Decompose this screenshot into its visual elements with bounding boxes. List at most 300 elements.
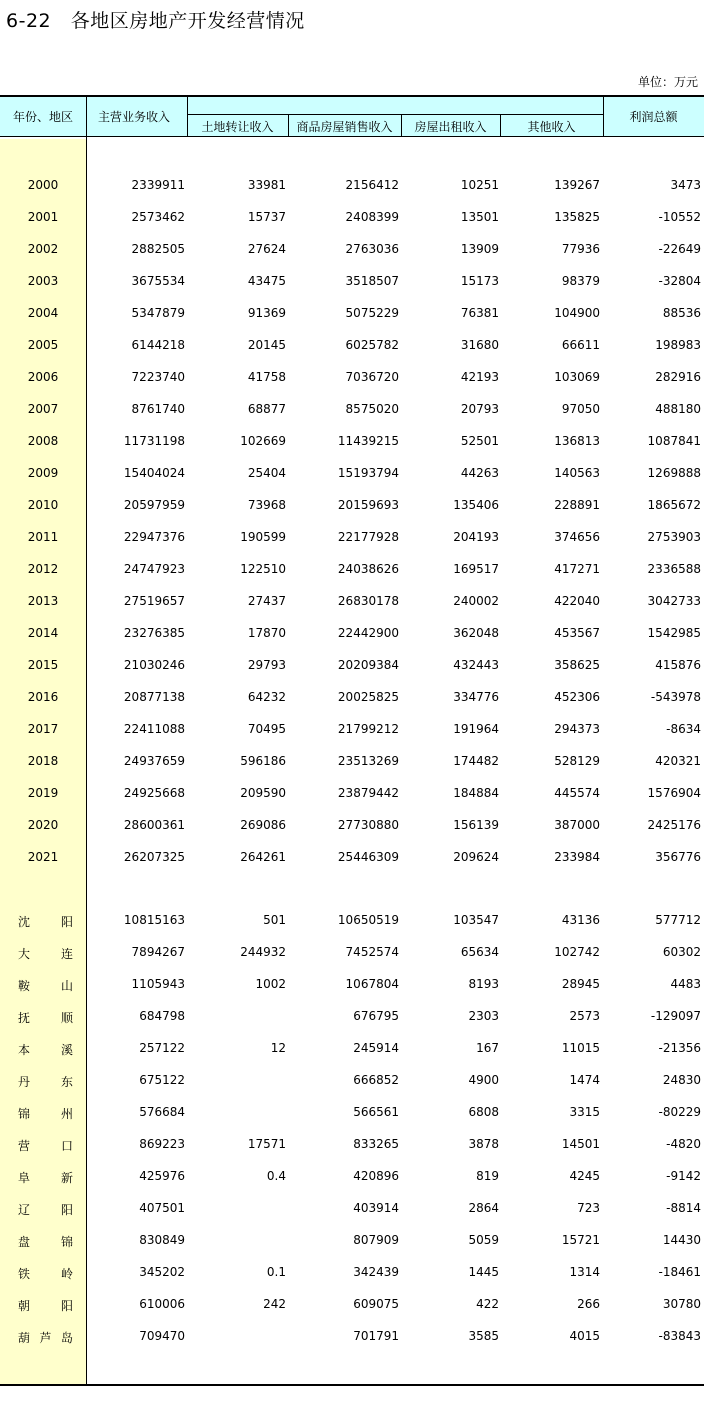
cell-region: 2007 xyxy=(27,402,59,416)
cell-commodity-sales: 7036720 xyxy=(345,370,399,384)
cell-region: 2009 xyxy=(27,466,59,480)
cell-main-revenue: 7894267 xyxy=(131,945,185,959)
cell-other: 98379 xyxy=(561,274,600,288)
cell-rental: 2303 xyxy=(468,1009,499,1023)
cell-other: 136813 xyxy=(554,434,600,448)
cell-commodity-sales: 24038626 xyxy=(337,562,399,576)
cell-main-revenue: 869223 xyxy=(139,1137,185,1151)
cell-profit: -80229 xyxy=(658,1105,701,1119)
region-char: 州 xyxy=(60,1107,73,1121)
region-char: 营 xyxy=(18,1139,31,1153)
cell-land-transfer: 264261 xyxy=(240,850,286,864)
cell-rental: 13501 xyxy=(460,210,499,224)
cell-rental: 422 xyxy=(476,1297,499,1311)
region-char: 抚 xyxy=(18,1011,31,1025)
cell-commodity-sales: 10650519 xyxy=(337,913,399,927)
header-land-transfer: 土地转让收入 xyxy=(201,120,274,134)
cell-commodity-sales: 20159693 xyxy=(337,498,399,512)
cell-profit: 356776 xyxy=(655,850,701,864)
cell-land-transfer: 25404 xyxy=(247,466,286,480)
cell-region: 2019 xyxy=(27,786,59,800)
cell-land-transfer: 596186 xyxy=(240,754,286,768)
cell-land-transfer: 0.4 xyxy=(266,1169,286,1183)
cell-rental: 191964 xyxy=(453,722,499,736)
cell-commodity-sales: 8575020 xyxy=(345,402,399,416)
cell-main-revenue: 8761740 xyxy=(131,402,185,416)
cell-commodity-sales: 6025782 xyxy=(345,338,399,352)
cell-commodity-sales: 701791 xyxy=(353,1329,399,1343)
cell-rental: 44263 xyxy=(460,466,499,480)
table-row xyxy=(0,850,704,868)
cell-other: 1474 xyxy=(569,1073,600,1087)
cell-land-transfer: 501 xyxy=(263,913,286,927)
cell-main-revenue: 407501 xyxy=(139,1201,185,1215)
cell-rental: 65634 xyxy=(460,945,499,959)
header-rental: 房屋出租收入 xyxy=(414,120,487,134)
table-row xyxy=(0,466,704,484)
header-other: 其他收入 xyxy=(527,120,576,134)
cell-rental: 209624 xyxy=(453,850,499,864)
header-main-revenue: 主营业务收入 xyxy=(98,110,171,124)
cell-land-transfer: 1002 xyxy=(255,977,286,991)
cell-region xyxy=(0,1105,86,1122)
cell-other: 417271 xyxy=(554,562,600,576)
cell-main-revenue: 684798 xyxy=(139,1009,185,1023)
cell-land-transfer: 269086 xyxy=(240,818,286,832)
cell-main-revenue: 2339911 xyxy=(131,178,185,192)
cell-other: 528129 xyxy=(554,754,600,768)
cell-commodity-sales: 5075229 xyxy=(345,306,399,320)
cell-profit: 420321 xyxy=(655,754,701,768)
cell-land-transfer: 0.1 xyxy=(266,1265,286,1279)
cell-commodity-sales: 21799212 xyxy=(337,722,399,736)
cell-other: 294373 xyxy=(554,722,600,736)
cell-commodity-sales: 26830178 xyxy=(337,594,399,608)
cell-land-transfer: 29793 xyxy=(247,658,286,672)
cell-rental: 103547 xyxy=(453,913,499,927)
cell-commodity-sales: 609075 xyxy=(353,1297,399,1311)
cell-commodity-sales: 3518507 xyxy=(345,274,399,288)
table-row xyxy=(0,1201,704,1219)
region-char: 顺 xyxy=(60,1011,73,1025)
cell-land-transfer: 244932 xyxy=(240,945,286,959)
cell-region: 2017 xyxy=(27,722,59,736)
cell-land-transfer: 91369 xyxy=(247,306,286,320)
cell-rental: 156139 xyxy=(453,818,499,832)
cell-main-revenue: 20877138 xyxy=(123,690,185,704)
cell-land-transfer: 190599 xyxy=(240,530,286,544)
region-char: 阳 xyxy=(60,1203,73,1217)
cell-main-revenue: 20597959 xyxy=(123,498,185,512)
cell-profit: -129097 xyxy=(650,1009,701,1023)
region-char: 朝 xyxy=(18,1299,31,1313)
table-bottom-rule xyxy=(0,1384,704,1386)
cell-profit: 3473 xyxy=(670,178,701,192)
cell-profit: 3042733 xyxy=(647,594,701,608)
cell-land-transfer: 20145 xyxy=(247,338,286,352)
cell-region: 2005 xyxy=(27,338,59,352)
cell-land-transfer: 64232 xyxy=(247,690,286,704)
cell-land-transfer: 27437 xyxy=(247,594,286,608)
region-char: 山 xyxy=(60,979,73,993)
cell-rental: 15173 xyxy=(460,274,499,288)
region-char: 盘 xyxy=(18,1235,31,1249)
cell-other: 4245 xyxy=(569,1169,600,1183)
region-char: 岭 xyxy=(60,1267,73,1281)
cell-main-revenue: 2573462 xyxy=(131,210,185,224)
cell-region xyxy=(0,1201,86,1218)
table-row xyxy=(0,1265,704,1283)
cell-profit: 1087841 xyxy=(647,434,701,448)
table-row xyxy=(0,242,704,260)
cell-region: 2003 xyxy=(27,274,59,288)
cell-other: 28945 xyxy=(561,977,600,991)
cell-main-revenue: 425976 xyxy=(139,1169,185,1183)
cell-other: 723 xyxy=(577,1201,600,1215)
table-row xyxy=(0,945,704,963)
cell-other: 452306 xyxy=(554,690,600,704)
cell-profit: -22649 xyxy=(658,242,701,256)
cell-profit: -543978 xyxy=(650,690,701,704)
cell-profit: 282916 xyxy=(655,370,701,384)
cell-commodity-sales: 566561 xyxy=(353,1105,399,1119)
cell-main-revenue: 28600361 xyxy=(123,818,185,832)
table-row xyxy=(0,434,704,452)
table-row xyxy=(0,594,704,612)
table-row xyxy=(0,1105,704,1123)
cell-commodity-sales: 20025825 xyxy=(337,690,399,704)
cell-main-revenue: 6144218 xyxy=(131,338,185,352)
cell-land-transfer: 73968 xyxy=(247,498,286,512)
header-profit: 利润总额 xyxy=(629,110,678,124)
table-row xyxy=(0,402,704,420)
cell-main-revenue: 2882505 xyxy=(131,242,185,256)
cell-profit: -8634 xyxy=(666,722,701,736)
cell-profit: 415876 xyxy=(655,658,701,672)
table-row xyxy=(0,306,704,324)
table-row xyxy=(0,178,704,196)
cell-commodity-sales: 2156412 xyxy=(345,178,399,192)
cell-rental: 3585 xyxy=(468,1329,499,1343)
cell-other: 453567 xyxy=(554,626,600,640)
cell-region: 2014 xyxy=(27,626,59,640)
region-char: 口 xyxy=(60,1139,73,1153)
cell-other: 140563 xyxy=(554,466,600,480)
cell-commodity-sales: 245914 xyxy=(353,1041,399,1055)
table-row xyxy=(0,977,704,995)
cell-region: 2011 xyxy=(27,530,59,544)
cell-rental: 5059 xyxy=(468,1233,499,1247)
cell-other: 358625 xyxy=(554,658,600,672)
table-row xyxy=(0,274,704,292)
cell-other: 77936 xyxy=(561,242,600,256)
page-title: 6-22 各地区房地产开发经营情况 xyxy=(6,10,305,32)
region-char: 沈 xyxy=(18,915,31,929)
cell-profit: -32804 xyxy=(658,274,701,288)
cell-other: 135825 xyxy=(554,210,600,224)
cell-other: 228891 xyxy=(554,498,600,512)
cell-region xyxy=(0,1169,86,1186)
cell-region xyxy=(0,1265,86,1282)
cell-profit: -18461 xyxy=(658,1265,701,1279)
table-row xyxy=(0,818,704,836)
cell-region: 2004 xyxy=(27,306,59,320)
cell-main-revenue: 23276385 xyxy=(123,626,185,640)
cell-main-revenue: 5347879 xyxy=(131,306,185,320)
cell-main-revenue: 7223740 xyxy=(131,370,185,384)
cell-profit: -4820 xyxy=(666,1137,701,1151)
cell-region xyxy=(0,945,86,962)
header-bottom-rule xyxy=(0,136,704,137)
table-row xyxy=(0,1169,704,1187)
cell-commodity-sales: 15193794 xyxy=(337,466,399,480)
cell-profit: -10552 xyxy=(658,210,701,224)
cell-region: 2010 xyxy=(27,498,59,512)
subheader-rule xyxy=(187,114,603,115)
cell-rental: 334776 xyxy=(453,690,499,704)
cell-other: 14501 xyxy=(561,1137,600,1151)
cell-main-revenue: 24937659 xyxy=(123,754,185,768)
cell-profit: 198983 xyxy=(655,338,701,352)
cell-other: 387000 xyxy=(554,818,600,832)
region-char: 鞍 xyxy=(18,979,31,993)
unit-label: 单位：万元 xyxy=(637,75,698,89)
cell-region xyxy=(0,1073,86,1090)
cell-region: 2006 xyxy=(27,370,59,384)
cell-rental: 169517 xyxy=(453,562,499,576)
region-char: 铁 xyxy=(18,1267,31,1281)
cell-profit: 60302 xyxy=(662,945,701,959)
table-row xyxy=(0,626,704,644)
cell-other: 233984 xyxy=(554,850,600,864)
cell-commodity-sales: 20209384 xyxy=(337,658,399,672)
cell-region xyxy=(0,1009,86,1026)
cell-region: 2018 xyxy=(27,754,59,768)
cell-rental: 8193 xyxy=(468,977,499,991)
cell-rental: 1445 xyxy=(468,1265,499,1279)
cell-rental: 174482 xyxy=(453,754,499,768)
cell-region: 2008 xyxy=(27,434,59,448)
cell-land-transfer: 70495 xyxy=(247,722,286,736)
cell-main-revenue: 610006 xyxy=(139,1297,185,1311)
cell-commodity-sales: 11439215 xyxy=(337,434,399,448)
table-row xyxy=(0,690,704,708)
cell-other: 374656 xyxy=(554,530,600,544)
region-char: 溪 xyxy=(60,1043,73,1057)
table-row xyxy=(0,913,704,931)
cell-profit: -9142 xyxy=(666,1169,701,1183)
header-region: 年份、地区 xyxy=(12,110,73,124)
cell-rental: 3878 xyxy=(468,1137,499,1151)
cell-other: 1314 xyxy=(569,1265,600,1279)
cell-region xyxy=(0,1297,86,1314)
cell-region: 2020 xyxy=(27,818,59,832)
cell-profit: 14430 xyxy=(662,1233,701,1247)
cell-main-revenue: 22947376 xyxy=(123,530,185,544)
cell-commodity-sales: 25446309 xyxy=(337,850,399,864)
cell-rental: 4900 xyxy=(468,1073,499,1087)
cell-commodity-sales: 1067804 xyxy=(345,977,399,991)
cell-region xyxy=(0,1233,86,1250)
cell-other: 66611 xyxy=(561,338,600,352)
table-row xyxy=(0,1073,704,1091)
cell-commodity-sales: 22442900 xyxy=(337,626,399,640)
table-row xyxy=(0,754,704,772)
cell-profit: 577712 xyxy=(655,913,701,927)
table-row xyxy=(0,1009,704,1027)
region-char: 阳 xyxy=(60,915,73,929)
cell-rental: 240002 xyxy=(453,594,499,608)
cell-other: 4015 xyxy=(569,1329,600,1343)
region-char: 岛 xyxy=(60,1331,73,1345)
table-row xyxy=(0,1137,704,1155)
cell-rental: 20793 xyxy=(460,402,499,416)
cell-commodity-sales: 23513269 xyxy=(337,754,399,768)
region-char: 新 xyxy=(60,1171,73,1185)
cell-rental: 10251 xyxy=(460,178,499,192)
cell-region xyxy=(0,977,86,994)
cell-main-revenue: 24925668 xyxy=(123,786,185,800)
region-char: 阜 xyxy=(18,1171,31,1185)
cell-commodity-sales: 2763036 xyxy=(345,242,399,256)
region-char: 锦 xyxy=(18,1107,31,1121)
cell-profit: 24830 xyxy=(662,1073,701,1087)
table-row xyxy=(0,658,704,676)
cell-land-transfer: 33981 xyxy=(247,178,286,192)
table-row xyxy=(0,1297,704,1315)
cell-land-transfer: 242 xyxy=(263,1297,286,1311)
cell-commodity-sales: 420896 xyxy=(353,1169,399,1183)
cell-land-transfer: 17571 xyxy=(247,1137,286,1151)
cell-rental: 42193 xyxy=(460,370,499,384)
cell-commodity-sales: 807909 xyxy=(353,1233,399,1247)
table-row xyxy=(0,210,704,228)
region-char: 芦 xyxy=(39,1331,52,1345)
cell-profit: 1865672 xyxy=(647,498,701,512)
region-char: 大 xyxy=(18,947,31,961)
cell-land-transfer: 209590 xyxy=(240,786,286,800)
cell-other: 15721 xyxy=(561,1233,600,1247)
cell-land-transfer: 27624 xyxy=(247,242,286,256)
cell-main-revenue: 345202 xyxy=(139,1265,185,1279)
cell-profit: 1542985 xyxy=(647,626,701,640)
table-row xyxy=(0,498,704,516)
cell-rental: 819 xyxy=(476,1169,499,1183)
cell-profit: 30780 xyxy=(662,1297,701,1311)
cell-other: 266 xyxy=(577,1297,600,1311)
table-row xyxy=(0,370,704,388)
cell-rental: 204193 xyxy=(453,530,499,544)
cell-profit: 488180 xyxy=(655,402,701,416)
cell-region: 2002 xyxy=(27,242,59,256)
cell-other: 104900 xyxy=(554,306,600,320)
cell-commodity-sales: 2408399 xyxy=(345,210,399,224)
region-char: 阳 xyxy=(60,1299,73,1313)
cell-rental: 76381 xyxy=(460,306,499,320)
cell-profit: -8814 xyxy=(666,1201,701,1215)
cell-other: 43136 xyxy=(561,913,600,927)
table-row xyxy=(0,562,704,580)
cell-commodity-sales: 7452574 xyxy=(345,945,399,959)
cell-land-transfer: 43475 xyxy=(247,274,286,288)
cell-commodity-sales: 22177928 xyxy=(337,530,399,544)
region-char: 辽 xyxy=(18,1203,31,1217)
region-char: 锦 xyxy=(60,1235,73,1249)
cell-main-revenue: 26207325 xyxy=(123,850,185,864)
region-char: 丹 xyxy=(18,1075,31,1089)
cell-other: 97050 xyxy=(561,402,600,416)
cell-region: 2000 xyxy=(27,178,59,192)
cell-other: 2573 xyxy=(569,1009,600,1023)
cell-other: 103069 xyxy=(554,370,600,384)
cell-land-transfer: 68877 xyxy=(247,402,286,416)
cell-region xyxy=(0,1137,86,1154)
header-top-rule xyxy=(0,95,704,97)
cell-region: 2012 xyxy=(27,562,59,576)
cell-commodity-sales: 403914 xyxy=(353,1201,399,1215)
cell-main-revenue: 15404024 xyxy=(123,466,185,480)
header-commodity-sales: 商品房屋销售收入 xyxy=(296,120,393,134)
cell-land-transfer: 41758 xyxy=(247,370,286,384)
cell-profit: 2753903 xyxy=(647,530,701,544)
table-row xyxy=(0,786,704,804)
cell-main-revenue: 257122 xyxy=(139,1041,185,1055)
table-row xyxy=(0,722,704,740)
cell-other: 139267 xyxy=(554,178,600,192)
cell-profit: 2425176 xyxy=(647,818,701,832)
table-row xyxy=(0,1041,704,1059)
cell-rental: 52501 xyxy=(460,434,499,448)
cell-land-transfer: 12 xyxy=(270,1041,286,1055)
cell-main-revenue: 3675534 xyxy=(131,274,185,288)
cell-commodity-sales: 342439 xyxy=(353,1265,399,1279)
cell-main-revenue: 11731198 xyxy=(123,434,185,448)
cell-other: 445574 xyxy=(554,786,600,800)
cell-rental: 135406 xyxy=(453,498,499,512)
region-char: 葫 xyxy=(18,1331,31,1345)
cell-other: 3315 xyxy=(569,1105,600,1119)
cell-rental: 184884 xyxy=(453,786,499,800)
cell-region xyxy=(0,1041,86,1058)
cell-rental: 6808 xyxy=(468,1105,499,1119)
cell-land-transfer: 122510 xyxy=(240,562,286,576)
cell-region xyxy=(0,913,86,930)
table-row xyxy=(0,530,704,548)
cell-other: 422040 xyxy=(554,594,600,608)
region-char: 连 xyxy=(60,947,73,961)
cell-main-revenue: 10815163 xyxy=(123,913,185,927)
cell-land-transfer: 17870 xyxy=(247,626,286,640)
cell-region: 2001 xyxy=(27,210,59,224)
cell-rental: 13909 xyxy=(460,242,499,256)
cell-commodity-sales: 27730880 xyxy=(337,818,399,832)
cell-commodity-sales: 23879442 xyxy=(337,786,399,800)
region-char: 本 xyxy=(18,1043,31,1057)
cell-profit: 4483 xyxy=(670,977,701,991)
cell-main-revenue: 22411088 xyxy=(123,722,185,736)
table-row xyxy=(0,338,704,356)
cell-land-transfer: 15737 xyxy=(247,210,286,224)
cell-region xyxy=(0,1329,86,1346)
cell-land-transfer: 102669 xyxy=(240,434,286,448)
cell-other: 11015 xyxy=(561,1041,600,1055)
cell-main-revenue: 21030246 xyxy=(123,658,185,672)
region-char: 东 xyxy=(60,1075,73,1089)
cell-rental: 31680 xyxy=(460,338,499,352)
cell-main-revenue: 576684 xyxy=(139,1105,185,1119)
cell-rental: 432443 xyxy=(453,658,499,672)
cell-main-revenue: 709470 xyxy=(139,1329,185,1343)
